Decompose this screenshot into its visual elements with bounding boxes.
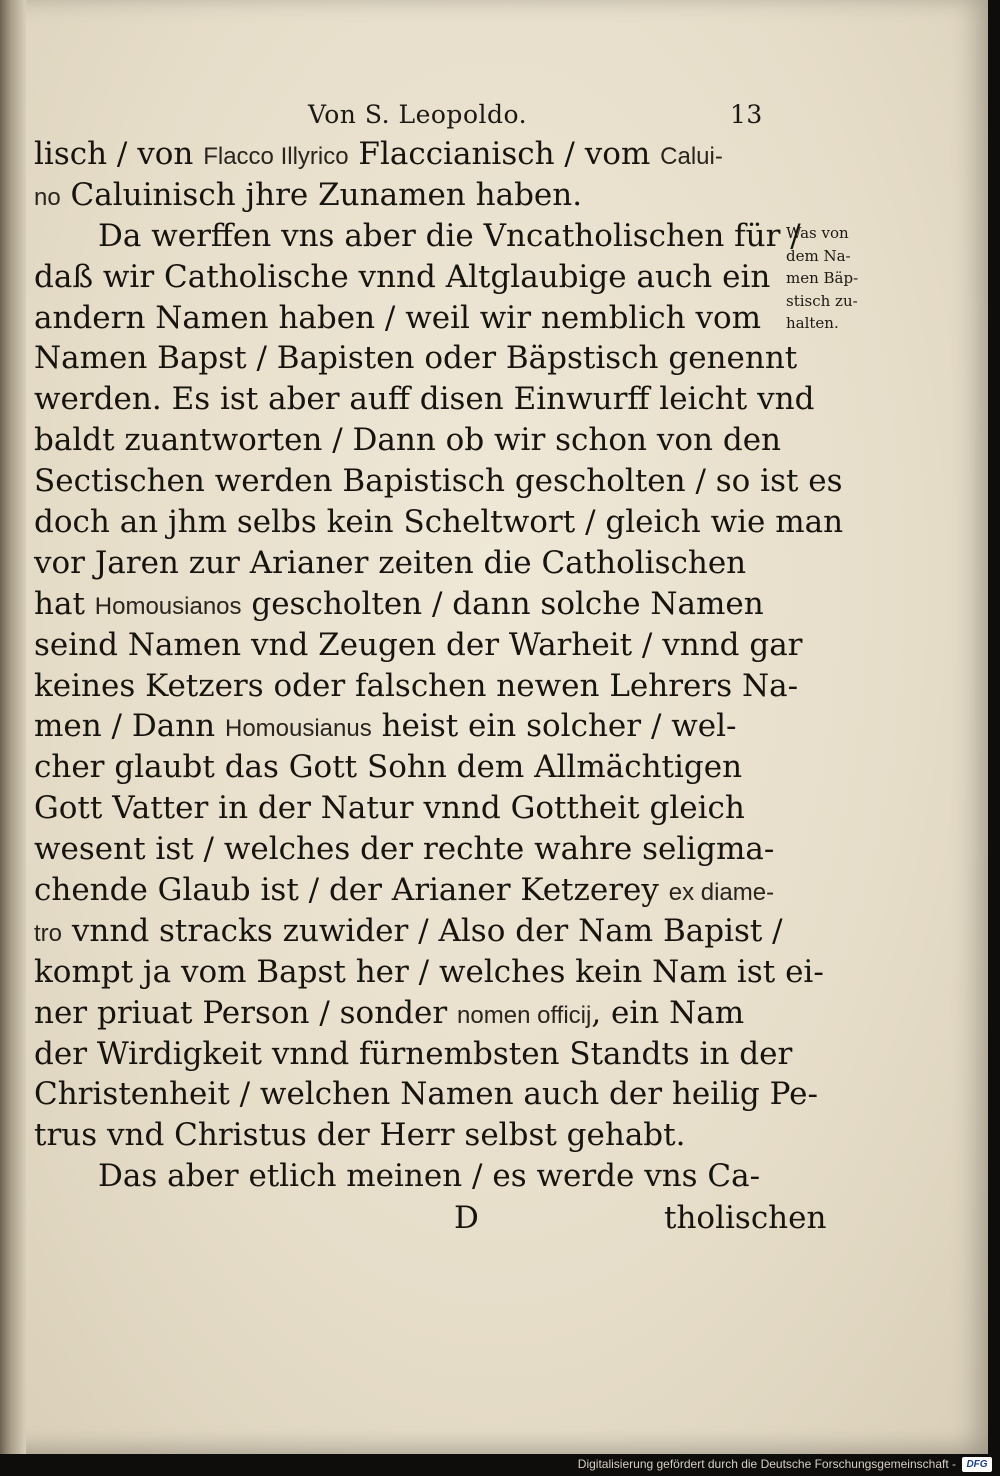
text-line (34, 747, 804, 788)
text-segment: ner priuat Person / sonder (34, 994, 458, 1031)
text-line (34, 257, 804, 298)
text-segment: Da werffen vns aber die Vncatholischen für / (98, 217, 801, 254)
text-line (34, 134, 804, 175)
text-line (34, 911, 804, 952)
margin-note-line: halten. (786, 314, 839, 332)
text-segment: werden. Es ist aber auff disen Einwurff leicht vnd (34, 381, 815, 418)
margin-note-line: men Bäp- (786, 269, 859, 287)
catch-row (34, 1200, 827, 1242)
text-line (34, 625, 804, 666)
text-segment: Christenheit / welchen Namen auch der heilig Pe- (34, 1076, 818, 1113)
text-segment: der Wirdigkeit vnnd fürnembsten Standts in der (34, 1035, 793, 1072)
signature-mark: D (454, 1200, 479, 1236)
text-line (34, 952, 824, 993)
latin-phrase: ex diame- (668, 879, 775, 907)
margin-note (786, 222, 904, 335)
dfg-logo: DFG (962, 1457, 992, 1472)
text-line (34, 461, 843, 502)
text-line (34, 666, 804, 707)
text-line (34, 543, 804, 584)
latin-phrase: no (34, 183, 61, 211)
text-segment: vor Jaren zur Arianer zeiten die Catholischen (34, 544, 747, 581)
text-line (34, 1115, 804, 1156)
text-segment: andern Namen haben / weil wir nemblich vom (34, 299, 762, 336)
text-segment: Sectischen werden Bapistisch gescholten / so ist es (34, 463, 843, 500)
text-line (34, 379, 815, 420)
text-line (34, 584, 804, 625)
text-segment: seind Namen vnd Zeugen der Warheit / vnnd gar (34, 626, 803, 663)
catchword: tholischen (664, 1200, 827, 1236)
text-segment: Das aber etlich meinen / es werde vns Ca- (98, 1158, 761, 1195)
text-segment: Flaccianisch / vom (348, 136, 661, 172)
text-line (34, 1156, 804, 1197)
margin-note-line: stisch zu- (786, 291, 858, 310)
text-segment: keines Ketzers oder falschen newen Lehrers Na- (34, 667, 799, 704)
text-line (34, 788, 804, 829)
text-segment: doch an jhm selbs kein Scheltwort / gleich wie man (34, 504, 844, 541)
text-segment: hat (34, 585, 95, 622)
latin-phrase: tro (34, 919, 63, 947)
text-segment: lisch / von (34, 136, 204, 172)
text-line (34, 870, 804, 911)
text-segment: gescholten / dann solche Namen (241, 585, 764, 622)
text-segment: , ein Nam (591, 994, 745, 1031)
text-line (34, 706, 804, 747)
page-gutter-shadow (0, 0, 26, 1454)
text-segment: cher glaubt das Gott Sohn dem Allmächtigen (34, 749, 743, 786)
text-segment: wesent ist / welches der rechte wahre seligma- (34, 831, 775, 868)
text-segment: chende Glaub ist / der Arianer Ketzerey (34, 872, 669, 909)
text-segment: kompt ja vom Bapst her / welches kein Nam ist ei- (34, 953, 824, 990)
margin-note-line: dem Na- (786, 246, 851, 265)
margin-note-line: Was von (786, 224, 849, 242)
text-segment: heist ein solcher / wel- (371, 708, 737, 745)
text-segment: daß wir Catholische vnnd Altglaubige auch ein (34, 258, 771, 295)
text-segment: baldt zuantworten / Dann ob wir schon von den (34, 422, 782, 459)
footer-bar (0, 1454, 1000, 1476)
text-line (34, 216, 804, 257)
running-title: Von S. Leopoldo. (308, 100, 528, 129)
latin-phrase: Homousianos (94, 592, 242, 620)
text-segment: Caluinisch jhre Zunamen haben. (60, 176, 583, 213)
text-segment: Namen Bapst / Bapisten oder Bäpstisch genennt (34, 340, 798, 377)
latin-phrase: nomen officij (457, 1001, 592, 1029)
text-line (34, 298, 804, 339)
text-line (34, 1074, 818, 1115)
text-segment: trus vnd Christus der Herr selbst gehabt. (34, 1117, 686, 1154)
latin-phrase: Calui- (660, 143, 723, 170)
running-head (300, 100, 780, 136)
text-line (34, 829, 804, 870)
text-line (34, 175, 804, 216)
text-segment: Gott Vatter in der Natur vnnd Gottheit gleich (34, 790, 745, 827)
footer-credit: Digitalisierung gefördert durch die Deutsche Forschungsgemeinschaft - (577, 1457, 956, 1471)
text-line (34, 338, 804, 379)
latin-phrase: Flacco Illyrico (203, 143, 349, 170)
text-line (34, 420, 804, 461)
text-line (34, 993, 804, 1034)
latin-phrase: Homousianus (224, 715, 372, 743)
text-line (34, 502, 844, 543)
page-number: 13 (730, 100, 763, 129)
text-line (34, 1034, 804, 1075)
text-segment: vnnd stracks zuwider / Also der Nam Bapist / (62, 912, 783, 949)
text-segment: men / Dann (34, 708, 225, 745)
